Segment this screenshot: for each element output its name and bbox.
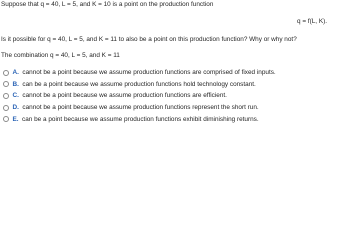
- radio-button-a[interactable]: [3, 70, 9, 76]
- option-text: can be a point because we assume production functions hold technology constant.: [22, 80, 256, 88]
- option-e[interactable]: [3, 113, 347, 125]
- question-prompt: Is it possible for q = 40, L = 5, and K = 11 to also be a point on this production function? Why or why not?: [1, 36, 297, 43]
- production-function-equation: q = f(L, K).: [297, 18, 328, 25]
- option-text: cannot be a point because we assume production functions represent the short run.: [22, 104, 259, 112]
- question-intro: Suppose that q = 40, L = 5, and K = 10 is a point on the production function: [1, 1, 214, 8]
- option-text: can be a point because we assume production functions exhibit diminishing returns.: [22, 115, 259, 123]
- option-letter: A.: [12, 69, 19, 77]
- radio-button-b[interactable]: [3, 81, 9, 87]
- answer-lead: The combination q = 40, L = 5, and K = 11: [1, 52, 120, 59]
- radio-button-d[interactable]: [3, 105, 9, 111]
- option-letter: B.: [12, 80, 19, 88]
- option-text: cannot be a point because we assume production functions are comprised of fixed inputs.: [22, 69, 276, 77]
- radio-button-e[interactable]: [3, 116, 9, 122]
- radio-button-c[interactable]: [3, 93, 9, 99]
- option-letter: E.: [12, 115, 19, 123]
- option-b[interactable]: [3, 79, 347, 91]
- option-letter: C.: [12, 92, 19, 100]
- option-letter: D.: [12, 104, 19, 112]
- option-d[interactable]: [3, 102, 347, 114]
- option-text: cannot be a point because we assume production functions are efficient.: [22, 92, 227, 100]
- answer-options: [3, 67, 347, 125]
- option-a[interactable]: [3, 67, 347, 79]
- option-c[interactable]: [3, 90, 347, 102]
